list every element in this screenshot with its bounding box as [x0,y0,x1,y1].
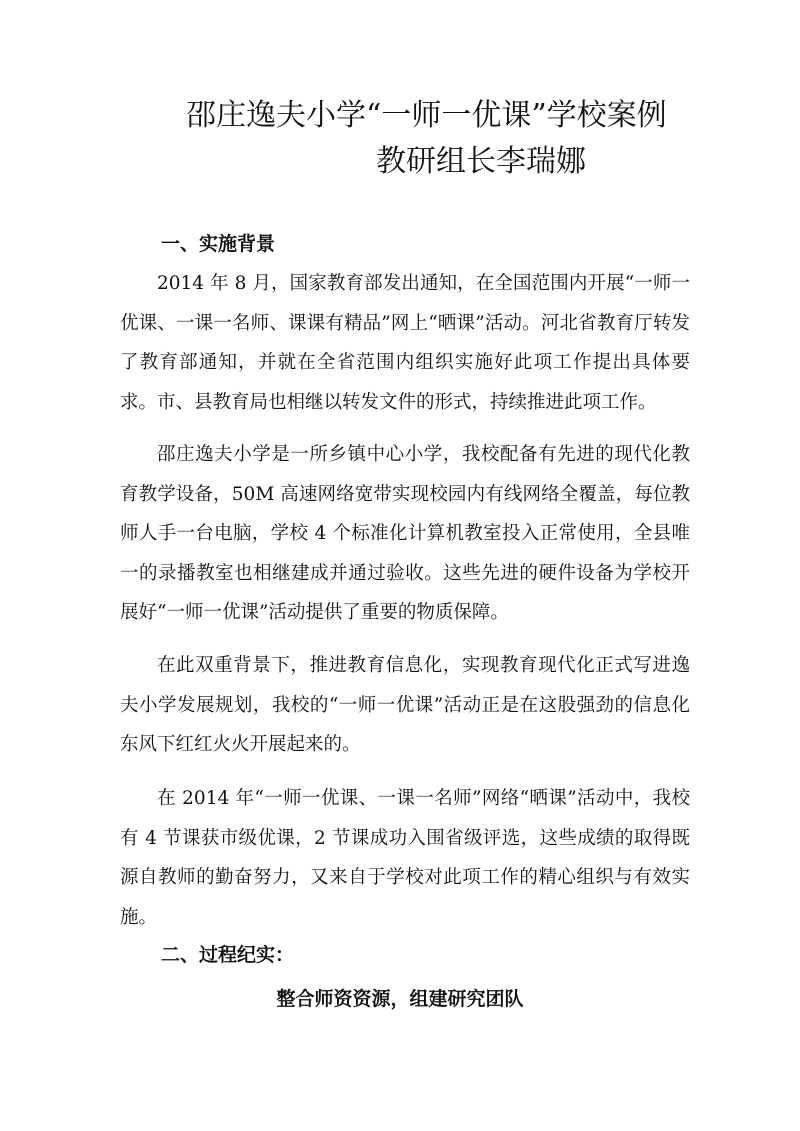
section-heading-background: 一、实施背景 [161,233,276,255]
paragraph: 2014 年 8 月，国家教育部发出通知，在全国范围内开展“一师一优课、一课一名师、课课有精品”网上“晒课”活动。河北省教育厅转发了教育部通知，并就在全省范围内组织实施好此项工作提出具体要求。市、县教育局也相继以转发文件的形式，持续推进此项工作。 [120,273,690,413]
document-author-line: 教研组长李瑞娜 [376,144,586,179]
paragraph: 在此双重背景下，推进教育信息化，实现教育现代化正式写进逸夫小学发展规划，我校的“一师一优课”活动正是在这股强劲的信息化东风下红红火火开展起来的。 [120,655,690,755]
section-heading-process: 二、过程纪实： [161,944,295,966]
paragraph: 邵庄逸夫小学是一所乡镇中心小学，我校配备有先进的现代化教育教学设备，50M 高速网络宽带实现校园内有线网络全覆盖，每位教师人手一台电脑，学校 4 个标准化计算机教室投入正常使用，全县唯一的录播教室也相继建成并通过验收。这些先进的硬件设备为学校开展好“一师一优课”活动提供了重要的物质保障。 [120,444,690,623]
subsection-heading: 整合师资资源，组建研究团队 [276,988,524,1010]
document-title: 邵庄逸夫小学“一师一优课”学校案例 [186,98,667,133]
paragraph: 在 2014 年“一师一优课、一课一名师”网络“晒课”活动中，我校有 4 节课获市级优课，2 节课成功入围省级评选，这些成绩的取得既源自教师的勤奋努力，又来自于学校对此项工作的精心组织与有效实施。 [120,788,690,928]
